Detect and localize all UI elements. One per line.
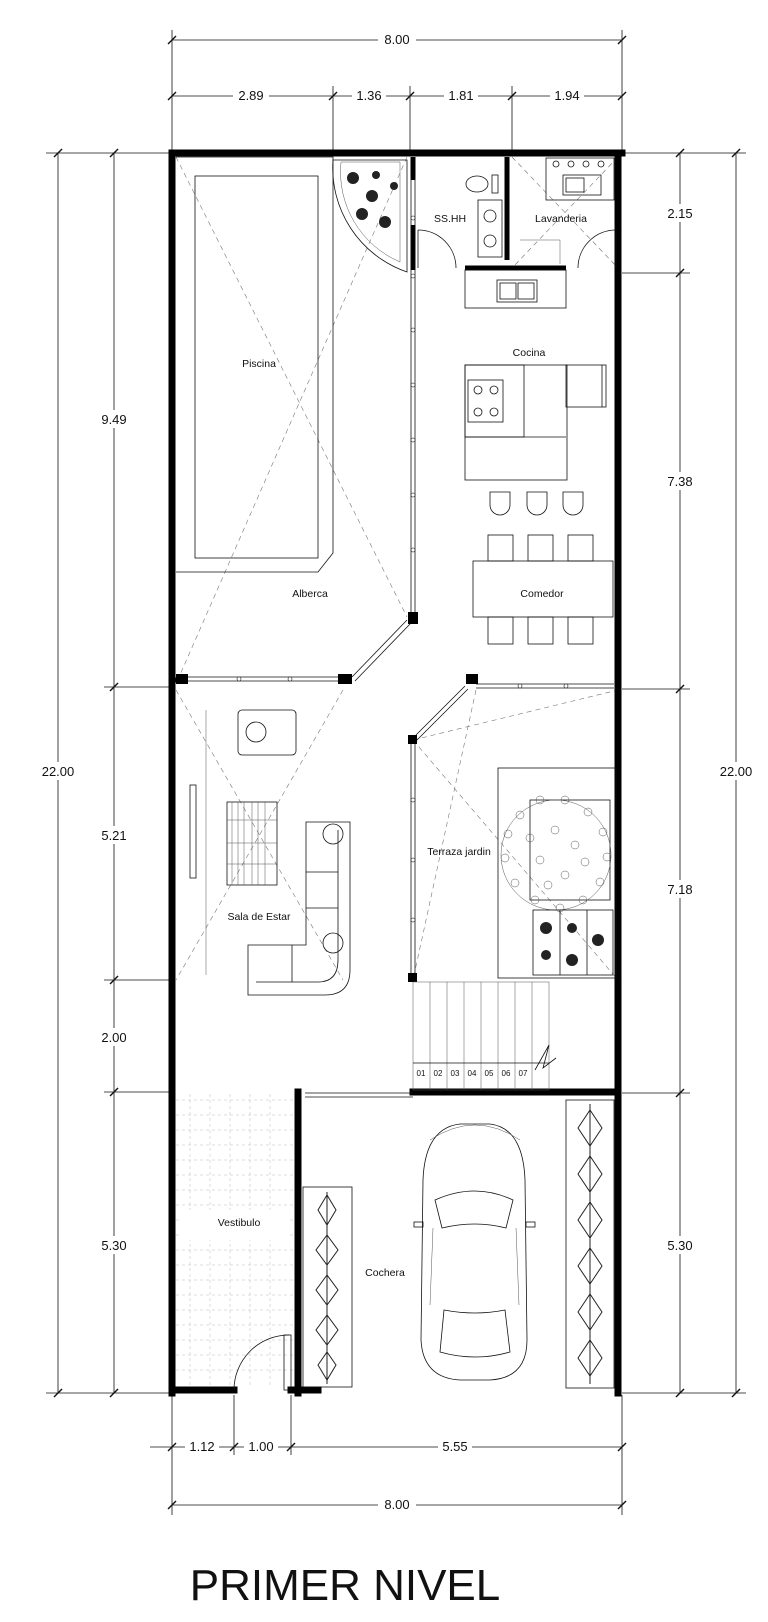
dim-top-total: 8.00 bbox=[384, 32, 410, 47]
dim-right-segment-1: 2.15 bbox=[667, 206, 693, 221]
room-label-terraza: Terraza jardin bbox=[427, 846, 491, 858]
dim-left-segment-4: 5.30 bbox=[101, 1238, 127, 1253]
dim-top-segment-4: 1.94 bbox=[554, 88, 580, 103]
dim-left-total: 22.00 bbox=[41, 764, 75, 779]
stair-step-7: 07 bbox=[518, 1069, 528, 1078]
dim-top-segment-1: 2.89 bbox=[238, 88, 264, 103]
stair-step-2: 02 bbox=[433, 1069, 443, 1078]
dim-right-segment-4: 5.30 bbox=[667, 1238, 693, 1253]
dimension-lines bbox=[46, 30, 746, 1515]
stair-step-numbers bbox=[417, 1069, 528, 1078]
room-label-lavanderia: Lavanderia bbox=[535, 213, 587, 225]
garage bbox=[303, 1100, 614, 1388]
room-label-sala: Sala de Estar bbox=[227, 911, 291, 923]
stair-step-3: 03 bbox=[450, 1069, 460, 1078]
dim-right-segment-2: 7.38 bbox=[667, 474, 693, 489]
room-label-vestibulo: Vestibulo bbox=[217, 1217, 261, 1229]
kitchen-fixtures bbox=[465, 270, 606, 515]
dimension-label-backgrounds bbox=[36, 32, 758, 1513]
plan-title: PRIMER NIVEL bbox=[189, 1561, 501, 1610]
dim-top-segment-3: 1.81 bbox=[448, 88, 474, 103]
room-diagonals bbox=[176, 157, 618, 980]
room-label-cocina: Cocina bbox=[512, 347, 546, 359]
garden-terrace bbox=[498, 768, 616, 978]
dim-bottom-segment-2: 1.00 bbox=[248, 1439, 274, 1454]
living-room-furniture bbox=[190, 710, 350, 995]
stair-step-5: 05 bbox=[484, 1069, 494, 1078]
dimension-labels bbox=[42, 32, 753, 1512]
stair-step-1: 01 bbox=[416, 1069, 426, 1078]
room-label-piscina: Piscina bbox=[242, 358, 276, 370]
dim-right-total: 22.00 bbox=[719, 764, 753, 779]
room-label-comedor: Comedor bbox=[520, 588, 564, 600]
stair-step-6: 06 bbox=[501, 1069, 511, 1078]
stair-step-4: 04 bbox=[467, 1069, 477, 1078]
dim-right-segment-3: 7.18 bbox=[667, 882, 693, 897]
walls bbox=[172, 153, 622, 1393]
vestibule bbox=[176, 1094, 294, 1390]
corner-planter bbox=[333, 160, 407, 272]
dim-bottom-total: 8.00 bbox=[384, 1497, 410, 1512]
room-labels bbox=[218, 213, 587, 1279]
car-icon bbox=[414, 1124, 535, 1380]
room-label-alberca: Alberca bbox=[292, 588, 328, 600]
room-label-cochera: Cochera bbox=[365, 1267, 405, 1279]
room-label-sshh: SS.HH bbox=[433, 213, 467, 225]
dim-top-segment-2: 1.36 bbox=[356, 88, 382, 103]
dim-bottom-segment-3: 5.55 bbox=[442, 1439, 468, 1454]
dim-left-segment-3: 2.00 bbox=[101, 1030, 127, 1045]
dim-left-segment-2: 5.21 bbox=[101, 828, 127, 843]
dim-bottom-segment-1: 1.12 bbox=[189, 1439, 215, 1454]
dim-left-segment-1: 9.49 bbox=[101, 412, 127, 427]
